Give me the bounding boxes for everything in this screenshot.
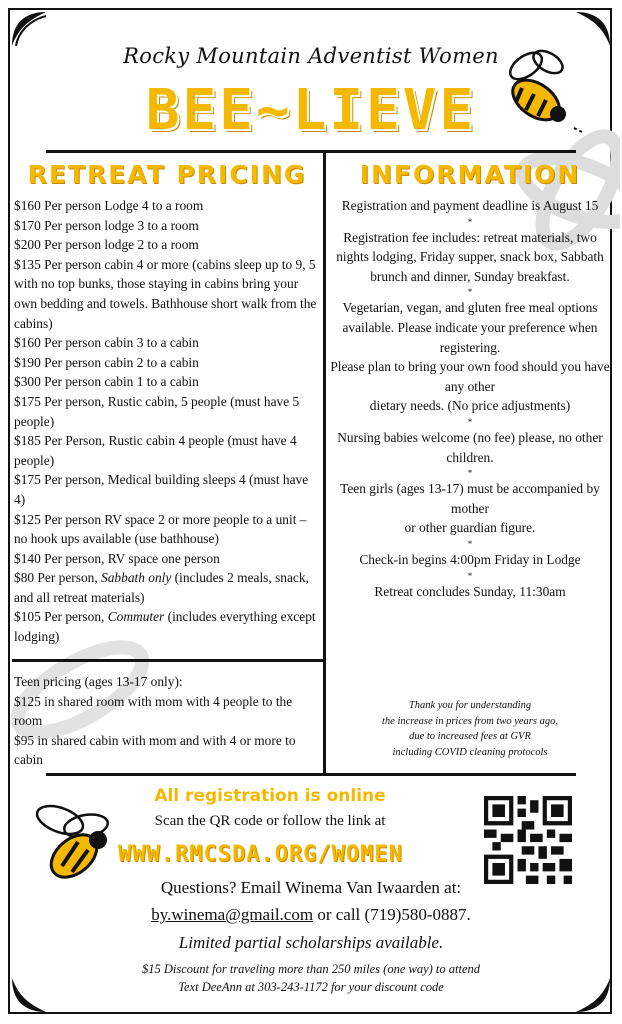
teen-item: $125 in shared room with mom with 4 people to the room — [14, 693, 293, 729]
note-line: the increase in prices from two years ago, — [382, 715, 558, 727]
info-checkin: Check-in begins 4:00pm Friday in Lodge — [359, 551, 581, 567]
info-separator: * — [467, 468, 473, 479]
questions-text: Questions? Email Winema Van Iwaarden at: — [160, 878, 462, 897]
discount-text — [0, 960, 622, 996]
price-item: $175 Per person, Medical building sleeps 4 (must have 4) — [14, 472, 309, 507]
price-item: $185 Per Person, Rustic cabin 4 people (must have 4 people) — [14, 433, 297, 468]
phone-text: or call (719)580-0887. — [313, 905, 471, 924]
price-item: $160 Per person cabin 3 to a cabin — [14, 335, 199, 351]
pricing-heading: RETREAT PRICING — [27, 160, 307, 189]
note-line: Thank you for understanding — [408, 700, 532, 711]
price-item-sabbath — [14, 568, 319, 607]
info-separator: * — [467, 216, 473, 227]
info-conclude: Retreat concludes Sunday, 11:30am — [374, 583, 566, 599]
teen-item: $95 in shared cabin with mom and with 4 or more to cabin — [14, 732, 296, 768]
info-guardian: or other guardian figure. — [404, 520, 536, 536]
price-item: $135 Per person cabin 4 or more (cabins sleep up to 9, 5 with no top bunks, those staying in cabins bring your own bedding and towels. Bathhouse short walk from the cabins) — [14, 256, 317, 331]
note-line: due to increased fees at GVR — [409, 731, 531, 742]
info-separator: * — [467, 570, 473, 581]
price-item: $160 Per person Lodge 4 to a room — [14, 198, 204, 213]
info-babies: Nursing babies welcome (no fee) please, no other children. — [337, 429, 603, 465]
info-food: Please plan to bring your own food should you have any other — [330, 359, 610, 394]
discount-line: Text DeeAnn at 303-243-1172 for your discount code — [178, 980, 444, 994]
information-heading: INFORMATION — [359, 160, 581, 189]
price-item: $175 Per person, Rustic cabin, 5 people (must have 5 people) — [14, 393, 300, 429]
sabbath-detail: (includes 2 meals, snack, and all retreat materials) — [14, 570, 309, 605]
price-item: $300 Per person cabin 1 to a cabin — [14, 374, 199, 390]
commuter-price: $105 Per person, — [14, 609, 108, 625]
retreat-title: BEE~LIEVE — [145, 78, 477, 143]
info-separator: * — [467, 416, 473, 427]
online-registration-heading: All registration is online — [154, 786, 386, 806]
corner-flourish-top-left — [10, 10, 48, 48]
info-fee: Registration fee includes: retreat materials, two nights lodging, Friday supper, snack box, Sabbath brunch and dinner, Sunday breakfast. — [336, 229, 604, 284]
column-divider — [323, 150, 326, 776]
teen-heading: Teen pricing (ages 13-17 only): — [14, 674, 183, 689]
price-item: $125 Per person RV space 2 or more people to a unit – no hook ups available (use bathhouse) — [14, 511, 307, 547]
price-item: $170 Per person lodge 3 to a room — [14, 217, 199, 233]
info-separator: * — [467, 287, 473, 298]
scan-instructions: Scan the QR code or follow the link at — [154, 813, 386, 829]
price-item: $200 Per person lodge 2 to a room — [14, 237, 199, 253]
registration-link[interactable]: WWW.RMCSDA.ORG/WOMEN — [118, 842, 403, 867]
sabbath-label: Sabbath only — [101, 570, 172, 586]
info-separator: * — [467, 538, 473, 549]
email-link[interactable]: by.winema@gmail.com — [151, 905, 314, 924]
price-item: $190 Per person cabin 2 to a cabin — [14, 354, 199, 370]
price-item: $140 Per person, RV space one person — [14, 550, 220, 566]
info-meals: Vegetarian, vegan, and gluten free meal options available. Please indicate your preference when registering. — [342, 300, 598, 355]
pricing-list — [14, 196, 319, 647]
discount-line: $15 Discount for traveling more than 250 miles (one way) to attend — [141, 962, 481, 976]
info-dietary: dietary needs. (No price adjustments) — [369, 398, 571, 414]
qr-code[interactable] — [484, 796, 572, 884]
scholarship-text: Limited partial scholarships available. — [178, 933, 444, 952]
org-name: Rocky Mountain Adventist Women — [123, 44, 499, 68]
contact-line — [0, 905, 622, 925]
price-note — [330, 698, 610, 760]
note-line: including COVID cleaning protocols — [392, 746, 548, 758]
footer-divider — [46, 773, 576, 776]
commuter-detail: (includes everything except lodging) — [14, 609, 316, 645]
teen-divider — [12, 659, 325, 662]
info-deadline: Registration and payment deadline is August 15 — [341, 198, 599, 213]
commuter-label: Commuter — [107, 609, 165, 625]
sabbath-price: $80 Per person, — [14, 570, 102, 586]
teen-pricing — [14, 672, 319, 770]
header-divider — [46, 150, 576, 153]
price-item-commuter — [14, 607, 319, 646]
info-teens: Teen girls (ages 13-17) must be accompanied by mother — [340, 481, 600, 516]
information-list — [330, 196, 610, 601]
